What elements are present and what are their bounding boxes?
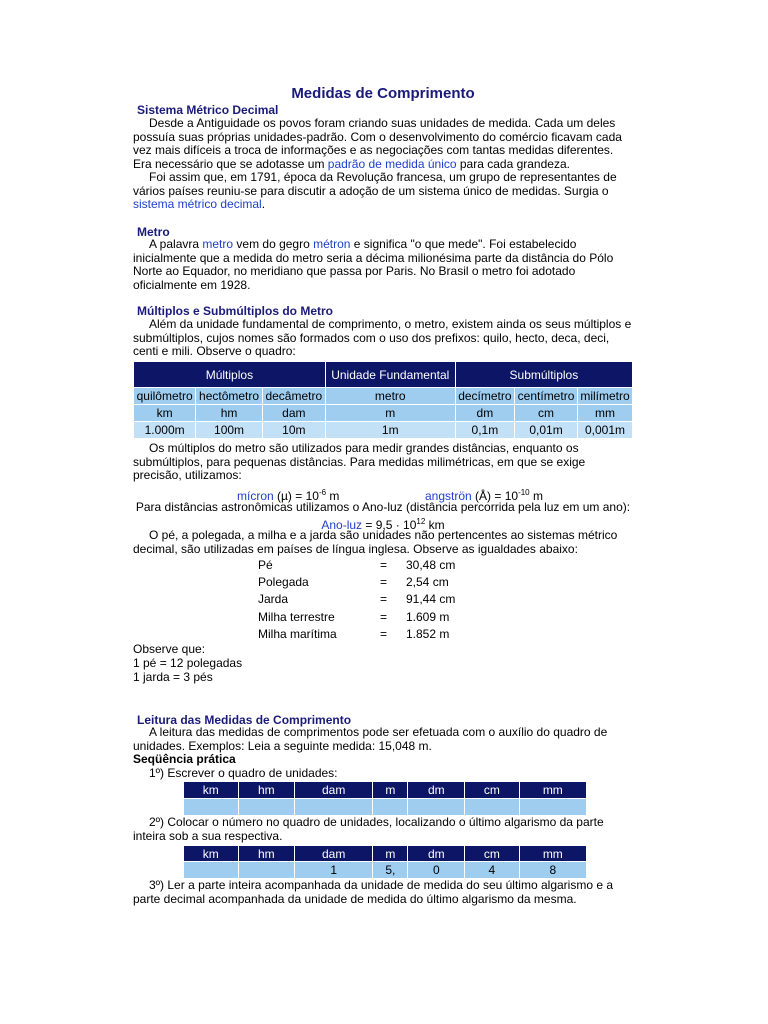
header-submultiplos: Submúltiplos: [455, 362, 632, 388]
text: Desde a Antiguidade os povos foram criando suas unidades de medida. Cada um deles possuía suas próprias unidades-padrão. Com o desenvolvimento do comércio ficavam cada vez mais difíceis a troca de informações e as negociações com tantas medidas diferentes. Era necessário que se adotasse um: [133, 116, 622, 171]
empty-cell: [184, 799, 239, 816]
exponent: 12: [416, 517, 426, 526]
unit-header: km: [184, 846, 239, 862]
text: e significa "o que mede". Foi estabelecido inicialmente que a medida do metro seria a décima milionésima parte da distância do Pólo Norte ao Equador, no meridiano que passa por Paris. No Brasil o metro foi adotado oficialmente em 1928.: [133, 237, 614, 292]
observe-line-2: 1 jarda = 3 pés: [133, 670, 213, 684]
paragraph-leitura: [133, 726, 633, 753]
eq-value: 1.609 m: [406, 610, 450, 624]
equality-row: [258, 610, 558, 627]
digit-cell: 1: [295, 862, 373, 879]
unit-name: hectômetro: [196, 388, 263, 405]
paragraph-uso-multiplos: [133, 442, 633, 483]
equality-row: [258, 592, 558, 609]
unit-name: decímetro: [455, 388, 514, 405]
unit-value: 1.000m: [134, 422, 196, 439]
text: Para distâncias astronômicas utilizamos o Ano-luz (distância percorrida pela luz em um ano):: [135, 500, 631, 514]
unit-name: quilômetro: [134, 388, 196, 405]
unit-value: 1m: [325, 422, 455, 439]
link-metro[interactable]: metro: [202, 237, 234, 251]
text: .: [261, 197, 266, 211]
unit-name: metro: [325, 388, 455, 405]
unit-value: 0,01m: [515, 422, 578, 439]
unit-header: dam: [295, 846, 373, 862]
text: 2º) Colocar o número no quadro de unidades, localizando o último algarismo da parte inteira sob a sua respectiva.: [133, 815, 604, 843]
unit-symbol: hm: [196, 405, 263, 422]
digit-cell: [184, 862, 239, 879]
text: A palavra: [149, 237, 203, 251]
text: Os múltiplos do metro são utilizados para medir grandes distâncias, enquanto os submúltiplos, para pequenas distâncias. Para medidas milimétricas, em que se exige precisão, utilizamos:: [133, 441, 586, 482]
link-metron[interactable]: métron: [313, 237, 351, 251]
text: para cada grandeza.: [456, 156, 570, 171]
unit-value: 100m: [196, 422, 263, 439]
link-padrao-medida[interactable]: padrão de medida único: [327, 156, 457, 171]
eq-name: Pé: [258, 558, 273, 572]
eq-name: Polegada: [258, 575, 309, 589]
text: (Å) = 10: [471, 489, 519, 503]
digit-cell: 8: [519, 862, 586, 879]
eq-sign: =: [380, 558, 388, 572]
link-micron[interactable]: mícron: [237, 489, 274, 503]
text: Além da unidade fundamental de comprimento, o metro, existem ainda os seus múltiplos e submúltiplos, cujos nomes são formados com o uso dos prefixos: quilo, hecto, deca, deci, centi e mili. Observe o quadro:: [133, 317, 632, 358]
text: vem do gegro: [233, 237, 314, 251]
empty-cell: [408, 799, 465, 816]
eq-name: Milha marítima: [258, 627, 337, 641]
unit-header: hm: [238, 846, 295, 862]
equality-row: [258, 627, 558, 644]
unit-value: 0,1m: [455, 422, 514, 439]
empty-cell: [373, 799, 408, 816]
text: Foi assim que, em 1791, época da Revolução francesa, um grupo de representantes de vários países reuniu-se para discutir a adoção de um sistema único de medidas. Surgia o: [133, 170, 617, 198]
unit-symbol: km: [134, 405, 196, 422]
units-table: [133, 361, 633, 439]
unit-header: m: [373, 782, 408, 799]
units-quadro-filled: [183, 845, 587, 879]
observe-label: Observe que:: [133, 642, 206, 656]
paragraph-1791: [133, 171, 633, 212]
unit-header: cm: [465, 846, 520, 862]
eq-sign: =: [380, 610, 388, 624]
eq-sign: =: [380, 592, 388, 606]
unit-header: mm: [519, 782, 586, 799]
unit-name: centímetro: [515, 388, 578, 405]
paragraph-antiguidade: [133, 117, 633, 171]
eq-value: 2,54 cm: [406, 575, 449, 589]
unit-header: mm: [519, 846, 586, 862]
unit-symbol: dm: [455, 405, 514, 422]
page-title: Medidas de Comprimento: [291, 85, 475, 102]
unit-value: 0,001m: [578, 422, 633, 439]
empty-cell: [295, 799, 373, 816]
link-ano-luz[interactable]: Ano-luz: [321, 518, 363, 532]
section-heading-metro: Metro: [137, 225, 170, 239]
units-quadro-empty: [183, 781, 587, 816]
exponent: -6: [318, 488, 327, 497]
header-unidade-fundamental: Unidade Fundamental: [325, 362, 455, 388]
text: = 9,5 · 10: [362, 518, 417, 532]
eq-value: 1.852 m: [406, 627, 450, 641]
link-angstron[interactable]: angströn: [425, 489, 472, 503]
digit-cell: 4: [465, 862, 520, 879]
unit-name: milímetro: [578, 388, 633, 405]
header-multiplos: Múltiplos: [134, 362, 326, 388]
unit-name: decâmetro: [262, 388, 325, 405]
step-1: 1º) Escrever o quadro de unidades:: [149, 766, 338, 780]
unit-header: dm: [408, 846, 465, 862]
step-2: [133, 816, 633, 843]
text: m: [326, 489, 340, 503]
text: 3º) Ler a parte inteira acompanhada da unidade de medida do seu último algarismo e a parte decimal acompanhada da unidade de medida do último algarismo da mesma.: [133, 878, 614, 906]
paragraph-multiplos: [133, 318, 633, 359]
empty-cell: [465, 799, 520, 816]
unit-value: 10m: [262, 422, 325, 439]
exponent: -10: [518, 488, 530, 497]
digit-cell: 0: [408, 862, 465, 879]
digit-cell: [238, 862, 295, 879]
paragraph-ano-luz: [133, 501, 633, 515]
text: (µ) = 10: [273, 489, 319, 503]
unit-header: hm: [238, 782, 295, 799]
digit-cell: 5,: [373, 862, 408, 879]
eq-sign: =: [380, 575, 388, 589]
paragraph-unidades-inglesas: [133, 529, 633, 556]
text: O pé, a polegada, a milha e a jarda são unidades não pertencentes ao sistemas métrico decimal, são utilizadas em países de língua inglesa. Observe as igualdades abaixo:: [133, 528, 618, 556]
unit-header: dm: [408, 782, 465, 799]
link-sistema-metrico[interactable]: sistema métrico decimal: [133, 197, 262, 211]
empty-cell: [519, 799, 586, 816]
unit-header: m: [373, 846, 408, 862]
equality-row: [258, 575, 558, 592]
section-heading-leitura: Leitura das Medidas de Comprimento: [137, 713, 352, 727]
text: km: [425, 518, 445, 532]
unit-symbol: cm: [515, 405, 578, 422]
eq-name: Jarda: [258, 592, 289, 606]
eq-value: 91,44 cm: [406, 592, 456, 606]
section-heading-multiplos: Múltiplos e Submúltiplos do Metro: [137, 304, 333, 318]
sequencia-pratica-heading: Seqüência prática: [133, 752, 236, 766]
eq-name: Milha terrestre: [258, 610, 335, 624]
paragraph-metro: [133, 238, 633, 292]
section-heading-sistema: Sistema Métrico Decimal: [137, 103, 279, 117]
observe-line-1: 1 pé = 12 polegadas: [133, 656, 243, 670]
unit-symbol: m: [325, 405, 455, 422]
unit-header: dam: [295, 782, 373, 799]
empty-cell: [238, 799, 295, 816]
step-3: [133, 879, 633, 906]
unit-symbol: mm: [578, 405, 633, 422]
unit-symbol: dam: [262, 405, 325, 422]
eq-value: 30,48 cm: [406, 558, 456, 572]
text: m: [529, 489, 543, 503]
equality-row: [258, 558, 558, 575]
unit-header: km: [184, 782, 239, 799]
eq-sign: =: [380, 627, 388, 641]
unit-header: cm: [465, 782, 520, 799]
text: A leitura das medidas de comprimentos pode ser efetuada com o auxílio do quadro de unidades. Exemplos: Leia a seguinte medida: 15,048 m.: [133, 725, 608, 753]
